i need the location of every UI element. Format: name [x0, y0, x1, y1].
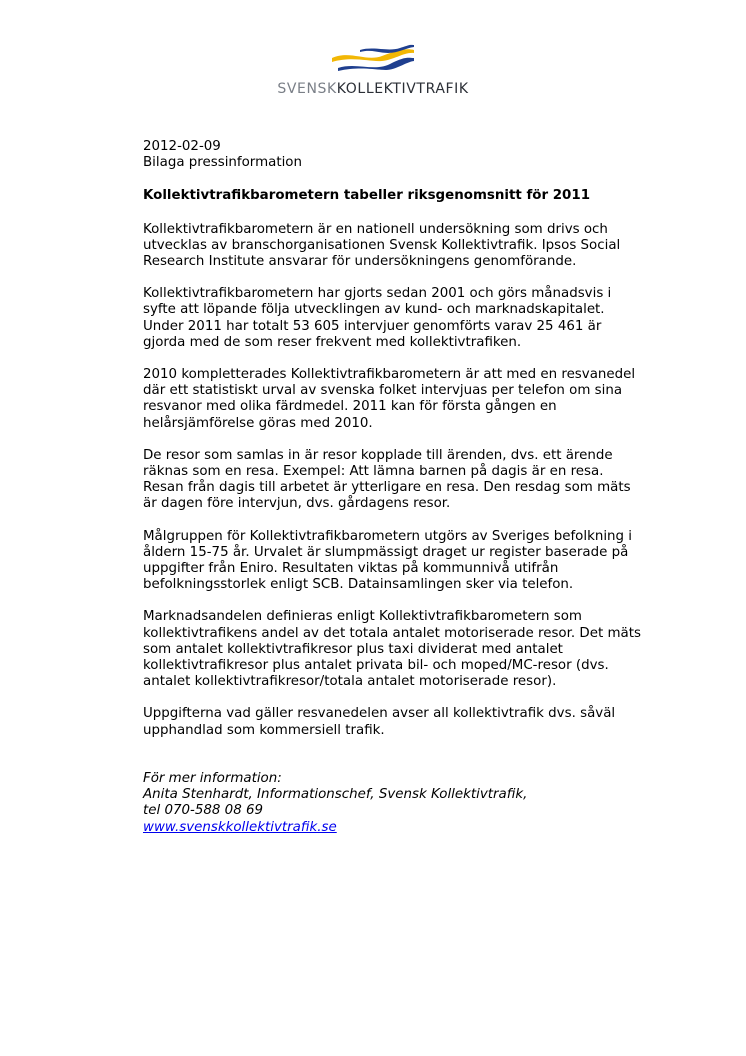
paragraph-line: kollektivtrafikens andel av det totala antalet motoriserade resor. Det mäts: [143, 625, 641, 641]
paragraph-line: 2010 kompletterades Kollektivtrafikbarometern är att med en resvanedel: [143, 367, 636, 383]
paragraph-line: Uppgifterna vad gäller resvanedelen avser all kollektivtrafik dvs. såväl: [143, 706, 616, 722]
paragraph-line: uppgifter från Eniro. Resultaten viktas på kommunnivå utifrån: [143, 561, 559, 577]
paragraph-line: gjorda med de som reser frekvent med kollektivtrafiken.: [143, 334, 522, 350]
paragraph-line: De resor som samlas in är resor kopplade till ärenden, dvs. ett ärende: [143, 447, 613, 463]
logo-waves-icon: [330, 44, 416, 76]
logo: [0, 40, 746, 100]
paragraph-line: antalet kollektivtrafikresor/totala antalet motoriserade resor).: [143, 674, 557, 690]
paragraph: [143, 286, 663, 351]
paragraphs: [143, 222, 663, 739]
paragraph-line: syfte att löpande följa utvecklingen av kund- och marknadskapitalet.: [143, 302, 605, 318]
paragraph-line: Research Institute ansvarar för undersökningens genomförande.: [143, 254, 577, 270]
document-heading: Kollektivtrafikbarometern tabeller riksgenomsnitt för 2011: [143, 188, 591, 204]
paragraph: [143, 706, 663, 738]
paragraph-line: befolkningsstorlek enligt SCB. Datainsamlingen sker via telefon.: [143, 577, 574, 593]
paragraph-line: utvecklas av branschorganisationen Svensk Kollektivtrafik. Ipsos Social: [143, 237, 621, 253]
paragraph-line: Kollektivtrafikbarometern är en nationell undersökning som drivs och: [143, 221, 608, 237]
paragraph-line: åldern 15-75 år. Urvalet är slumpmässigt draget ur register baserade på: [143, 544, 629, 560]
paragraph-line: Under 2011 har totalt 53 605 intervjuer genomförts varav 25 461 är: [143, 318, 602, 334]
paragraph-line: som antalet kollektivtrafikresor plus taxi dividerat med antalet: [143, 641, 563, 657]
paragraph-line: Kollektivtrafikbarometern har gjorts sedan 2001 och görs månadsvis i: [143, 286, 612, 302]
logo-text-dark: KOLLEKTIVTRAFIK: [336, 81, 469, 97]
paragraph-line: räknas som en resa. Exempel: Att lämna barnen på dagis är en resa.: [143, 464, 604, 480]
paragraph: [143, 609, 663, 690]
paragraph: [143, 367, 663, 432]
paragraph: [143, 222, 663, 271]
contact-phone: tel 070-588 08 69: [143, 803, 264, 819]
paragraph-line: där ett statistiskt urval av svenska folket intervjuas per telefon om sina: [143, 383, 623, 399]
logo-wordmark: [0, 81, 746, 97]
logo-text-light: SVENSK: [277, 81, 337, 97]
website-link[interactable]: www.svenskkollektivtrafik.se: [143, 819, 337, 835]
paragraph: [143, 448, 663, 513]
paragraph-line: resvanor med olika färdmedel. 2011 kan för första gången en: [143, 399, 557, 415]
document-date: 2012-02-09: [143, 139, 221, 154]
paragraph-line: kollektivtrafikresor plus antalet privata bil- och moped/MC-resor (dvs.: [143, 658, 609, 674]
paragraph-line: upphandlad som kommersiell trafik.: [143, 722, 385, 738]
document-body: [143, 139, 663, 836]
contact-block: [143, 771, 663, 836]
paragraph-line: helårsjämförelse göras med 2010.: [143, 415, 373, 431]
contact-person: Anita Stenhardt, Informationschef, Svensk Kollektivtrafik,: [143, 787, 528, 803]
document-subtitle: Bilaga pressinformation: [143, 155, 302, 171]
paragraph-line: Målgruppen för Kollektivtrafikbarometern utgörs av Sveriges befolkning i: [143, 528, 633, 544]
paragraph-line: Marknadsandelen definieras enligt Kollektivtrafikbarometern som: [143, 609, 582, 625]
paragraph-line: Resan från dagis till arbetet är ytterligare en resa. Den resdag som mäts: [143, 480, 631, 496]
paragraph-line: är dagen före intervjun, dvs. gårdagens resor.: [143, 496, 451, 512]
contact-intro: För mer information:: [143, 770, 282, 786]
header-block: [143, 139, 663, 171]
paragraph: [143, 529, 663, 594]
